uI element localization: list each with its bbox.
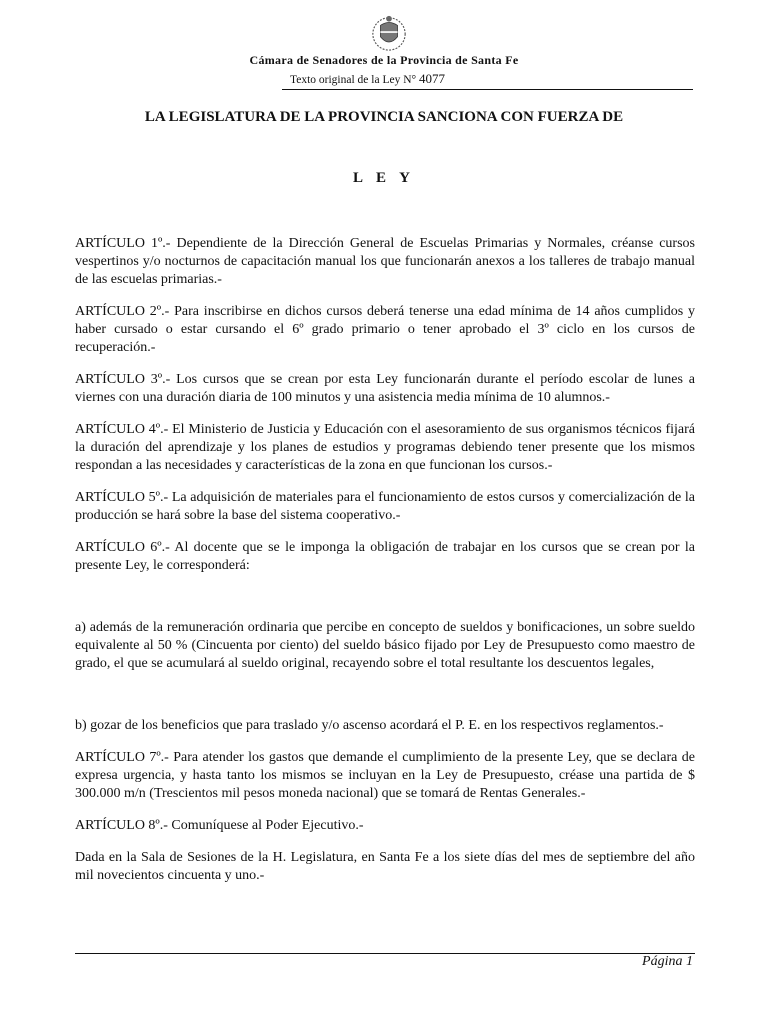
article-6-clause-b: b) gozar de los beneficios que para traslado y/o ascenso acordará el P. E. en los respectivos reglamentos.-	[75, 718, 664, 733]
article-7: ARTÍCULO 7º.- Para atender los gastos que demande el cumplimiento de la presente Ley, que se declara de expresa urgencia, y hasta tanto los mismos se incluyan en la Ley de Presupuesto, créase una partida de $ 300.000 m/n (Trescientos mil pesos moneda nacional) que se tomará de Rentas Generales.-	[75, 750, 695, 801]
header-divider	[282, 89, 693, 90]
article-4: ARTÍCULO 4º.- El Ministerio de Justicia y Educación con el asesoramiento de sus organismos técnicos fijará la duración del aprendizaje y los planes de estudios y programas debiendo tener presente que los mismos respondan a las necesidades y características de la zona en que funcionan los cursos.-	[75, 422, 695, 473]
law-body	[75, 235, 695, 899]
article-6-clause-a: a) además de la remuneración ordinaria que percibe en concepto de sueldos y bonificaciones, un sobre sueldo equivalente al 50 % (Cincuenta por ciento) del sueldo básico fijado por Ley de Presupuesto como maestro de grado, el que se acumulará al sueldo original, recayendo sobre el total resultante los descuentos legales,	[75, 620, 695, 671]
article-3: ARTÍCULO 3º.- Los cursos que se crean por esta Ley funcionarán durante el período escolar de lunes a viernes con una duración diaria de 100 minutos y una asistencia media mínima de 10 alumnos.-	[75, 372, 695, 405]
article-1: ARTÍCULO 1º.- Dependiente de la Dirección General de Escuelas Primarias y Normales, créanse cursos vespertinos y/o nocturnos de capacitación manual los que funcionarán anexos a los talleres de trabajo manual de las escuelas primarias.-	[75, 236, 695, 287]
coat-of-arms-icon	[370, 14, 408, 52]
article-5: ARTÍCULO 5º.- La adquisición de materiales para el funcionamiento de estos cursos y comercialización de la producción se hará sobre la base del sistema cooperativo.-	[75, 490, 695, 523]
law-title: L E Y	[353, 170, 415, 186]
law-prefix: Texto original de la Ley N°	[290, 74, 417, 86]
closing-statement: Dada en la Sala de Sesiones de la H. Legislatura, en Santa Fe a los siete días del mes de septiembre del año mil novecientos cincuenta y uno.-	[75, 850, 695, 883]
article-2: ARTÍCULO 2º.- Para inscribirse en dichos cursos deberá tenerse una edad mínima de 14 años cumplidos y haber cursado o estar cursando el 6º grado primario o tener aprobado el 3º ciclo en los cursos de recuperación.-	[75, 304, 695, 355]
chamber-name: Cámara de Senadores de la Provincia de Santa Fe	[249, 53, 519, 67]
law-reference	[290, 71, 445, 87]
law-number: 4077	[418, 71, 445, 86]
footer-divider	[75, 953, 695, 954]
page-number: Página 1	[642, 954, 693, 969]
article-8: ARTÍCULO 8º.- Comuníquese al Poder Ejecutivo.-	[75, 818, 364, 833]
enactment-heading: LA LEGISLATURA DE LA PROVINCIA SANCIONA CON FUERZA DE	[144, 109, 624, 125]
article-6: ARTÍCULO 6º.- Al docente que se le imponga la obligación de trabajar en los cursos que se crean por la presente Ley, le corresponderá:	[75, 540, 695, 573]
